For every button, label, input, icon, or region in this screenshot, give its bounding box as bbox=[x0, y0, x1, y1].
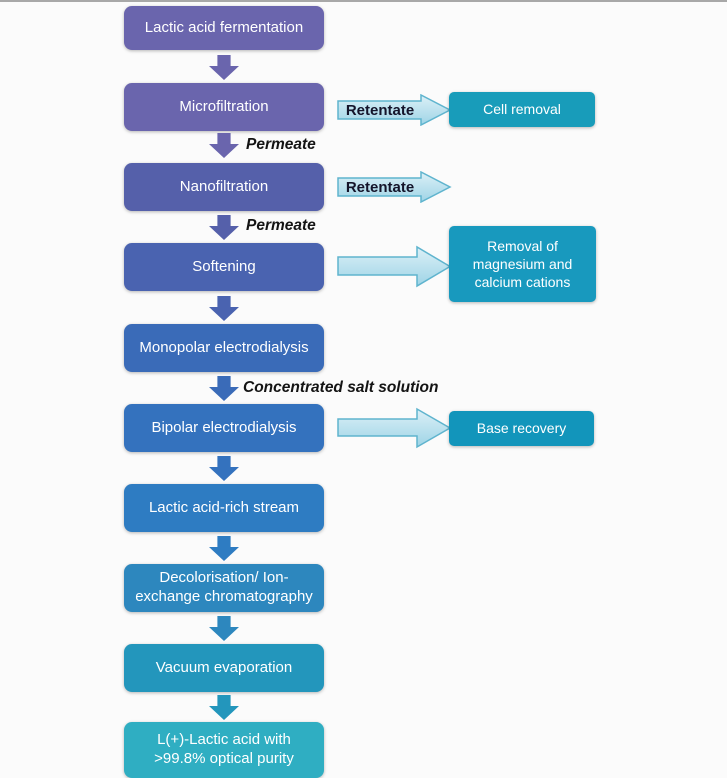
flow-box-bipolar-electrodialysis bbox=[124, 404, 324, 452]
flow-box-vacuum-evaporation bbox=[124, 644, 324, 692]
flow-box-label: Microfiltration bbox=[179, 97, 269, 115]
side-box-label: Cell removal bbox=[483, 101, 561, 118]
flow-box-label: Decolorisation/ Ion-exchange chromatography bbox=[135, 569, 313, 605]
down-arrow-8 bbox=[209, 616, 239, 641]
flow-box-final-lactic-acid-product bbox=[124, 722, 324, 778]
concentrated-salt-solution-label: Concentrated salt solution bbox=[243, 379, 439, 396]
retentate-arrow-2 bbox=[337, 171, 452, 203]
flow-box-lactic-acid-rich-stream bbox=[124, 484, 324, 532]
retentate-arrow-1 bbox=[337, 94, 452, 126]
flow-box-label: Lactic acid-rich stream bbox=[148, 498, 300, 516]
down-arrow-9 bbox=[209, 695, 239, 720]
flow-box-label: L(+)-Lactic acid with >99.8% optical purity bbox=[154, 731, 294, 767]
down-arrow-1 bbox=[209, 55, 239, 80]
top-border-line bbox=[0, 0, 727, 2]
right-arrow-icon bbox=[337, 407, 452, 449]
side-box-cell-removal bbox=[449, 92, 595, 127]
permeate-label-1: Permeate bbox=[246, 136, 316, 153]
flow-box-microfiltration bbox=[124, 83, 324, 131]
down-arrow-6 bbox=[209, 456, 239, 481]
side-box-removal-magnesium-calcium bbox=[449, 226, 596, 302]
flow-box-label: Monopolar electrodialysis bbox=[139, 338, 309, 356]
flow-box-label: Nanofiltration bbox=[179, 177, 269, 195]
down-arrow-2-permeate bbox=[209, 133, 239, 158]
flow-box-label: Softening bbox=[192, 257, 256, 275]
side-box-label: Base recovery bbox=[476, 420, 567, 437]
down-arrow-7 bbox=[209, 536, 239, 561]
retentate-label: Retentate bbox=[345, 101, 415, 119]
flow-box-label: Lactic acid fermentation bbox=[144, 18, 304, 36]
permeate-label-2: Permeate bbox=[246, 217, 316, 234]
flow-box-monopolar-electrodialysis bbox=[124, 324, 324, 372]
flow-box-label: Vacuum evaporation bbox=[155, 658, 293, 676]
down-arrow-5-concentrated-salt bbox=[209, 376, 239, 401]
softening-output-arrow bbox=[337, 245, 452, 288]
down-arrow-3-permeate bbox=[209, 215, 239, 240]
flow-box-decolorisation-ion-exchange bbox=[124, 564, 324, 612]
flow-box-lactic-acid-fermentation bbox=[124, 6, 324, 50]
right-arrow-icon bbox=[337, 245, 452, 288]
side-box-base-recovery bbox=[449, 411, 594, 446]
flow-box-nanofiltration bbox=[124, 163, 324, 211]
bipolar-output-arrow bbox=[337, 407, 452, 449]
side-box-label: Removal of magnesium and calcium cations bbox=[472, 237, 573, 291]
down-arrow-4 bbox=[209, 296, 239, 321]
flow-box-softening bbox=[124, 243, 324, 291]
flow-box-label: Bipolar electrodialysis bbox=[151, 418, 297, 436]
retentate-label: Retentate bbox=[345, 178, 415, 196]
